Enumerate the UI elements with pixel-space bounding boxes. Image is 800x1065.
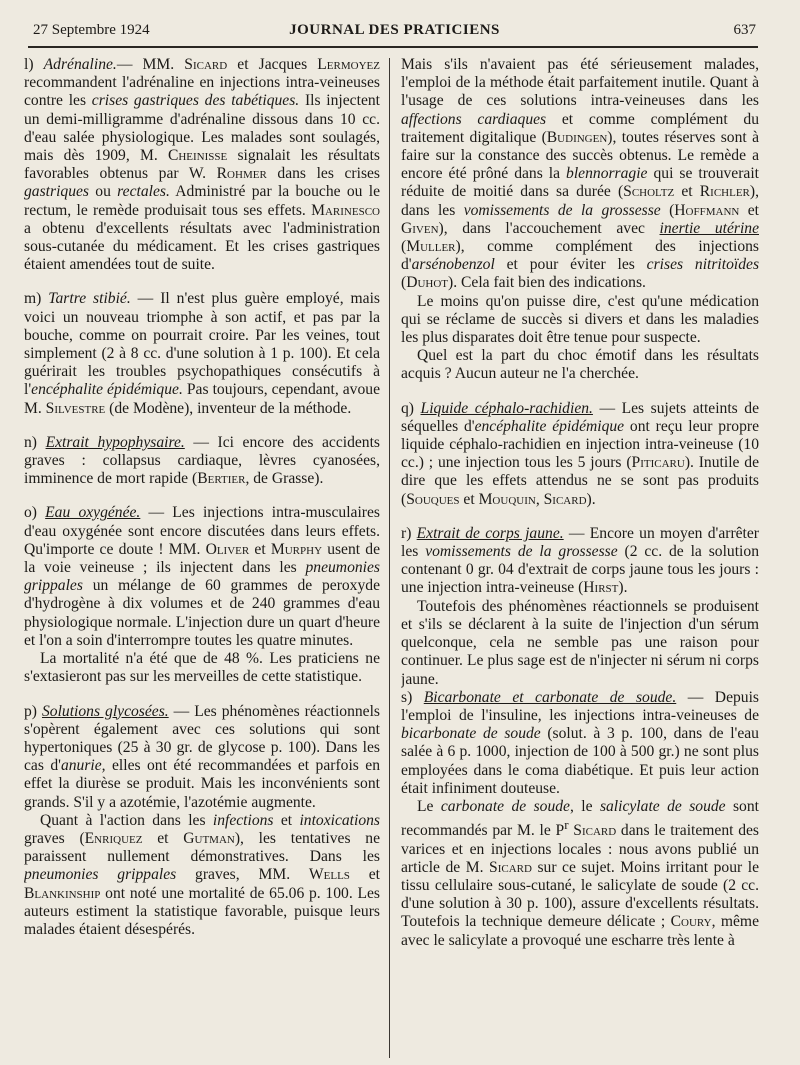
section-m-tartre-stibie: m) Tartre stibié. — Il n'est plus guère employé, mais voici un nouveau triomphe à son actif, et pas par la bouche, comme on pourrait croire. Par les veines, tout simplement (2 à 8 cc. d'une solution à 1 p. 100). Et cela guérirait les troubles psychopathiques consécutifs à l'encéphalite épidémique. Pas toujours, cependant, avoue M. Silvestre (de Modène), inventeur de la méthode.: [24, 290, 380, 417]
section-p-suspect: Le moins qu'on puisse dire, c'est qu'une médication qui se réclame de succès si divers et dans les maladies les plus disparates doit être tenue pour suspecte.: [401, 292, 759, 347]
running-head: [33, 22, 756, 46]
section-p-continued: Mais s'ils n'avaient pas été sérieusement malades, l'emploi de la méthode était parfaitement inutile. Quant à l'usage de ces solutions intra-veineuses dans les affections cardiaques et comme complément du traitement digitalique (Budingen), toutes réserves sont à faire sur la constance des succès obtenus. Le remède a encore été prôné dans la blennorragie qui se trouverait réduite de moitié dans sa durée (Scholtz et Richler), dans les vomissements de la grossesse (Hoffmann et Given), dans l'accouchement avec inertie utérine (Muller), comme complément des injections d'arsénobenzol et pour éviter les crises nitritoïdes (Duhot). Cela fait bien des indications.: [401, 56, 759, 292]
right-column: [401, 56, 759, 1056]
section-o-eau-oxygenee: o) Eau oxygénée. — Les injections intra-musculaires d'eau oxygénée sont encore discutées dans leurs effets. Qu'importe ce doute ! MM. Oliver et Murphy usent de la voie veineuse ; ils injectent dans les pneumonies grippales un mélange de 60 grammes de peroxyde d'hydrogène à dix volumes et de 240 grammes d'eau physiologique normale. L'injection dure un quart d'heure et l'on a soin d'interrompre toutes les quatre minutes.: [24, 504, 380, 649]
section-r-extrait-corps-jaune: r) Extrait de corps jaune. — Encore un moyen d'arrêter les vomissements de la grossesse (2 cc. de la solution contenant 0 gr. 04 d'extrait de corps jaune tous les jours : une injection intra-veineuse (Hirst).: [401, 524, 759, 597]
section-o-mortality: La mortalité n'a été que de 48 %. Les praticiens ne s'extasieront pas sur les merveilles de cette statistique.: [24, 650, 380, 686]
header-date: 27 Septembre 1924: [33, 22, 150, 38]
column-divider: [389, 58, 390, 1058]
section-s-bicarbonate: s) Bicarbonate et carbonate de soude. — Depuis l'emploi de l'insuline, les injections intra-veineuses de bicarbonate de soude (solut. à 3 p. 100, dans de l'eau salée à 6 p. 1000, injection de 100 à 500 gr.) ne sont plus employées dans le coma diabétique. Et puis leur action était infiniment douteuse.: [401, 688, 759, 797]
section-l-adrenaline: l) Adrénaline.— MM. Sicard et Jacques Lermoyez recommandent l'adrénaline en injections intra-veineuses contre les crises gastriques des tabétiques. Ils injectent un demi-milligramme d'adrénaline dissous dans 10 cc. d'eau salée physiologique. Les malades sont soulagés, mais dès 1909, M. Cheinisse signalait les résultats favorables obtenus par W. Rohmer dans les crises gastriques ou rectales. Administré par la bouche ou le rectum, le remède produisait tous ses effets. Marinesco a obtenu d'excellents résultats avec l'administration sous-cutanée du médicament. Et les crises gastriques étaient amendées tout de suite.: [24, 56, 380, 274]
section-s-carbonate-salicylate: Le carbonate de soude, le salicylate de soude sont recommandés par M. le $P^r$ Sicard dans le traitement des varices et en injections locales : nous avons publié un article de M. Sicard sur ce sujet. Moins irritant pour le tissu cellulaire sous-cutané, le salicylate de soude (2 cc. d'une solution à 30 p. 100), assure d'excellents résultats. Toutefois la technique demeure délicate ; Coury, même avec le salicylate a provoqué une escharre très lente à: [401, 797, 759, 949]
section-p-solutions-glycosees: p) Solutions glycosées. — Les phénomènes réactionnels s'opèrent également avec ces solutions qui sont hypertoniques (25 à 30 gr. de glycose p. 100). Dans les cas d'anurie, elles ont été recommandées et parfois en effet la diurèse se produit. Mais les inconvénients sont grands. S'il y a azotémie, l'azotémie augmente.: [24, 702, 380, 811]
left-column: [24, 56, 380, 1056]
section-r-reactions: Toutefois des phénomènes réactionnels se produisent et s'ils se déclarent à la suite de l'injection d'un sérum quelconque, cela ne semble pas une raison pour continuer. Le plus sage est de n'injecter ni sérum ni corps jaune.: [401, 597, 759, 688]
section-n-extrait-hypophysaire: n) Extrait hypophysaire. — Ici encore des accidents graves : collapsus cardiaque, lèvres cyanosées, imminence de mort rapide (Bertier, de Grasse).: [24, 433, 380, 488]
header-rule: [28, 46, 758, 48]
section-q-liquide-cephalo-rachidien: q) Liquide céphalo-rachidien. — Les sujets atteints de séquelles d'encéphalite épidémique ont reçu leur propre liquide céphalo-rachidien en injection intra-veineuse (10 cc.) ; une injection tous les 5 jours (Piticaru). Inutile de dire que les effets attendus ne se sont pas produits (Souques et Mouquin, Sicard).: [401, 399, 759, 508]
journal-title: JOURNAL DES PRATICIENS: [289, 22, 500, 38]
section-p-infections: Quant à l'action dans les infections et intoxications graves (Enriquez et Gutman), les tentatives ne paraissent nullement démonstratives. Dans les pneumonies grippales graves, MM. Wells et Blankinship ont noté une mortalité de 65.06 p. 100. Les auteurs estiment la statistique favorable, puisque leurs malades étaient désespérés.: [24, 811, 380, 938]
page-number: 637: [733, 22, 756, 38]
section-p-choc-emotif: Quel est la part du choc émotif dans les résultats acquis ? Aucun auteur ne l'a cherchée.: [401, 347, 759, 383]
